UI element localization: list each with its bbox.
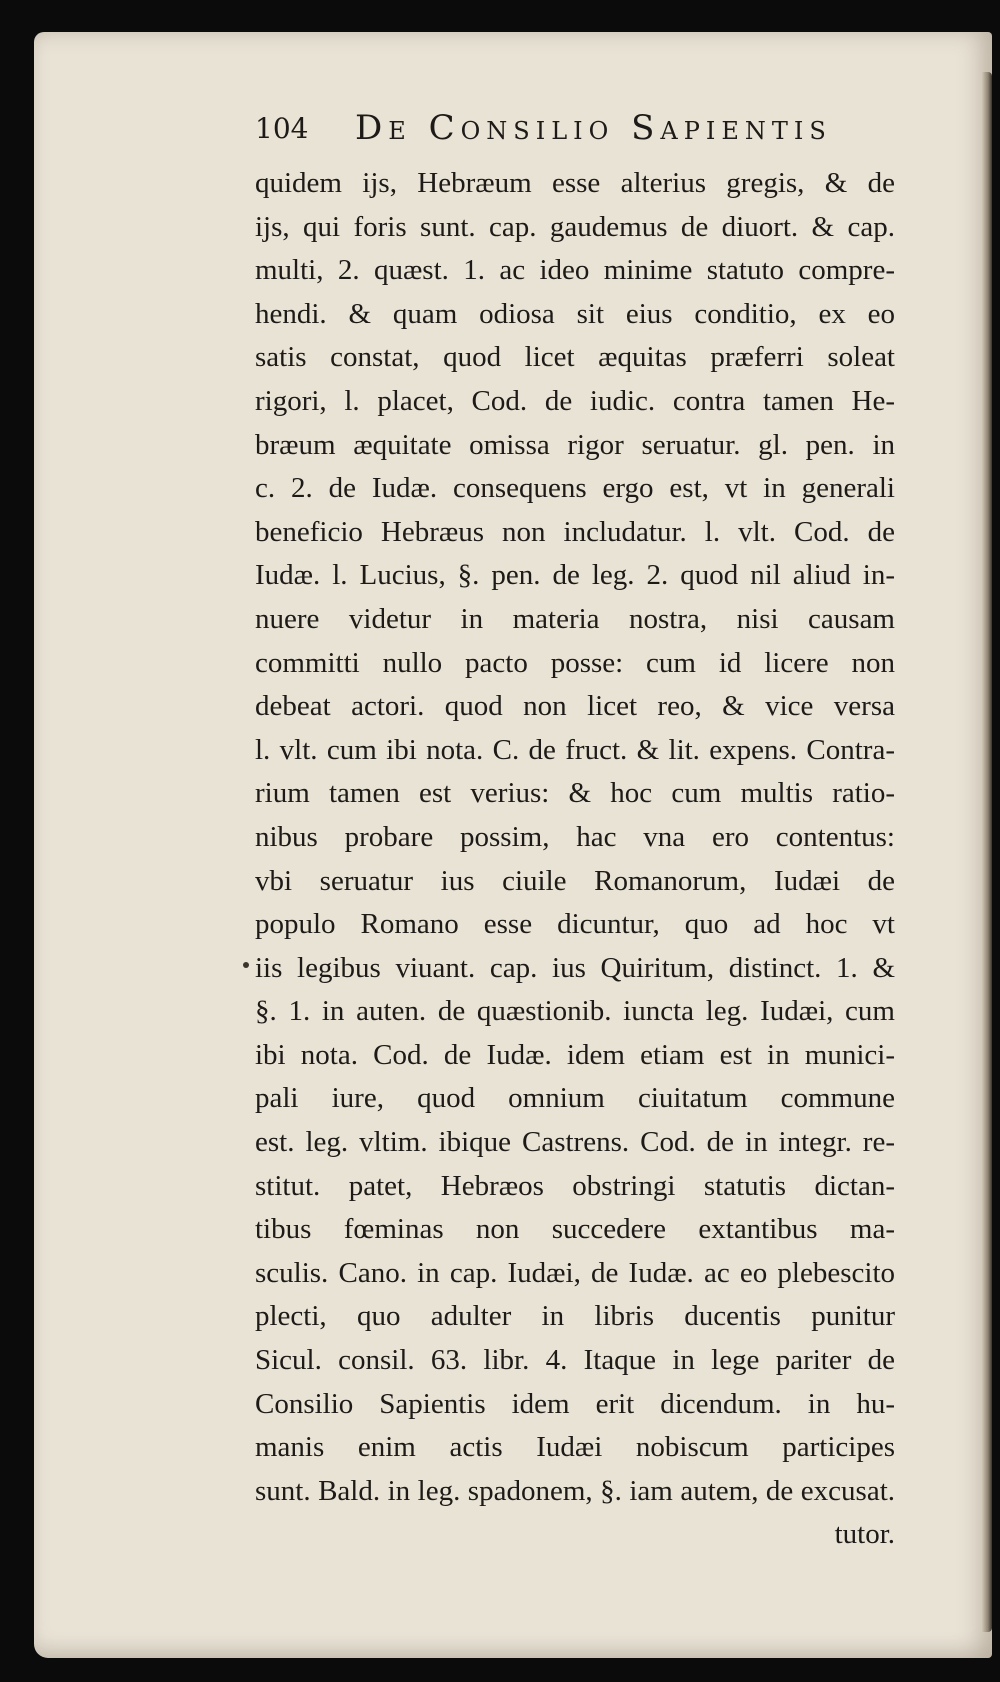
text-line: est. leg. vltim. ibique Castrens. Cod. de in integr. re- xyxy=(255,1126,895,1159)
text-line: iis legibus viuant. cap. ius Quiritum, distinct. 1. & xyxy=(255,951,895,984)
running-head: De Consilio Sapientis xyxy=(355,108,832,148)
text-line: Iudæ. l. Lucius, §. pen. de leg. 2. quod nil aliud in- xyxy=(255,559,895,592)
text-line: tibus fœminas non succedere extantibus ma- xyxy=(255,1213,895,1246)
body-text xyxy=(255,162,895,1557)
text-line: bræum æquitate omissa rigor seruatur. gl. pen. in xyxy=(255,428,895,461)
text-line: ijs, qui foris sunt. cap. gaudemus de diuort. & cap. xyxy=(255,210,895,243)
text-line: Sicul. consil. 63. libr. 4. Itaque in lege pariter de xyxy=(255,1344,895,1377)
text-line: satis constat, quod licet æquitas præferri soleat xyxy=(255,341,895,374)
text-line-catchword: tutor. xyxy=(834,1518,895,1551)
page-edge-shadow xyxy=(982,72,992,1632)
text-line: sculis. Cano. in cap. Iudæi, de Iudæ. ac eo plebescito xyxy=(255,1256,895,1289)
text-line: debeat actori. quod non licet reo, & vice versa xyxy=(255,690,895,723)
text-line: nibus probare possim, hac vna ero contentus: xyxy=(255,820,895,853)
text-line: rium tamen est verius: & hoc cum multis ratio- xyxy=(255,777,895,810)
text-line: pali iure, quod omnium ciuitatum commune xyxy=(255,1082,895,1115)
text-line: beneficio Hebræus non includatur. l. vlt. Cod. de xyxy=(255,515,895,548)
text-line: c. 2. de Iudæ. consequens ergo est, vt in generali xyxy=(255,472,895,505)
text-line: hendi. & quam odiosa sit eius conditio, ex eo xyxy=(255,297,895,330)
text-line: plecti, quo adulter in libris ducentis punitur xyxy=(255,1300,895,1333)
text-line: committi nullo pacto posse: cum id licere non xyxy=(255,646,895,679)
text-line: Consilio Sapientis idem erit dicendum. in hu- xyxy=(255,1387,895,1420)
text-line: manis enim actis Iudæi nobiscum participes xyxy=(255,1431,895,1464)
text-line: populo Romano esse dicuntur, quo ad hoc vt xyxy=(255,908,895,941)
page-header xyxy=(255,108,895,156)
text-line: nuere videtur in materia nostra, nisi causam xyxy=(255,602,895,635)
text-line: quidem ijs, Hebræum esse alterius gregis, & de xyxy=(255,167,895,199)
text-line: l. vlt. cum ibi nota. C. de fruct. & lit. expens. Contra- xyxy=(255,733,895,766)
margin-dot xyxy=(243,962,249,968)
text-line: stitut. patet, Hebræos obstringi statutis dictan- xyxy=(255,1169,895,1202)
page-number: 104 xyxy=(255,112,309,145)
text-line: multi, 2. quæst. 1. ac ideo minime statuto compre- xyxy=(255,254,895,287)
text-line: ibi nota. Cod. de Iudæ. idem etiam est in munici- xyxy=(255,1038,895,1071)
text-line: sunt. Bald. in leg. spadonem, §. iam autem, de excusat. xyxy=(255,1474,895,1507)
text-line: vbi seruatur ius ciuile Romanorum, Iudæi de xyxy=(255,864,895,897)
text-line: rigori, l. placet, Cod. de iudic. contra tamen He- xyxy=(255,384,895,417)
text-line: §. 1. in auten. de quæstionib. iuncta leg. Iudæi, cum xyxy=(255,995,895,1028)
